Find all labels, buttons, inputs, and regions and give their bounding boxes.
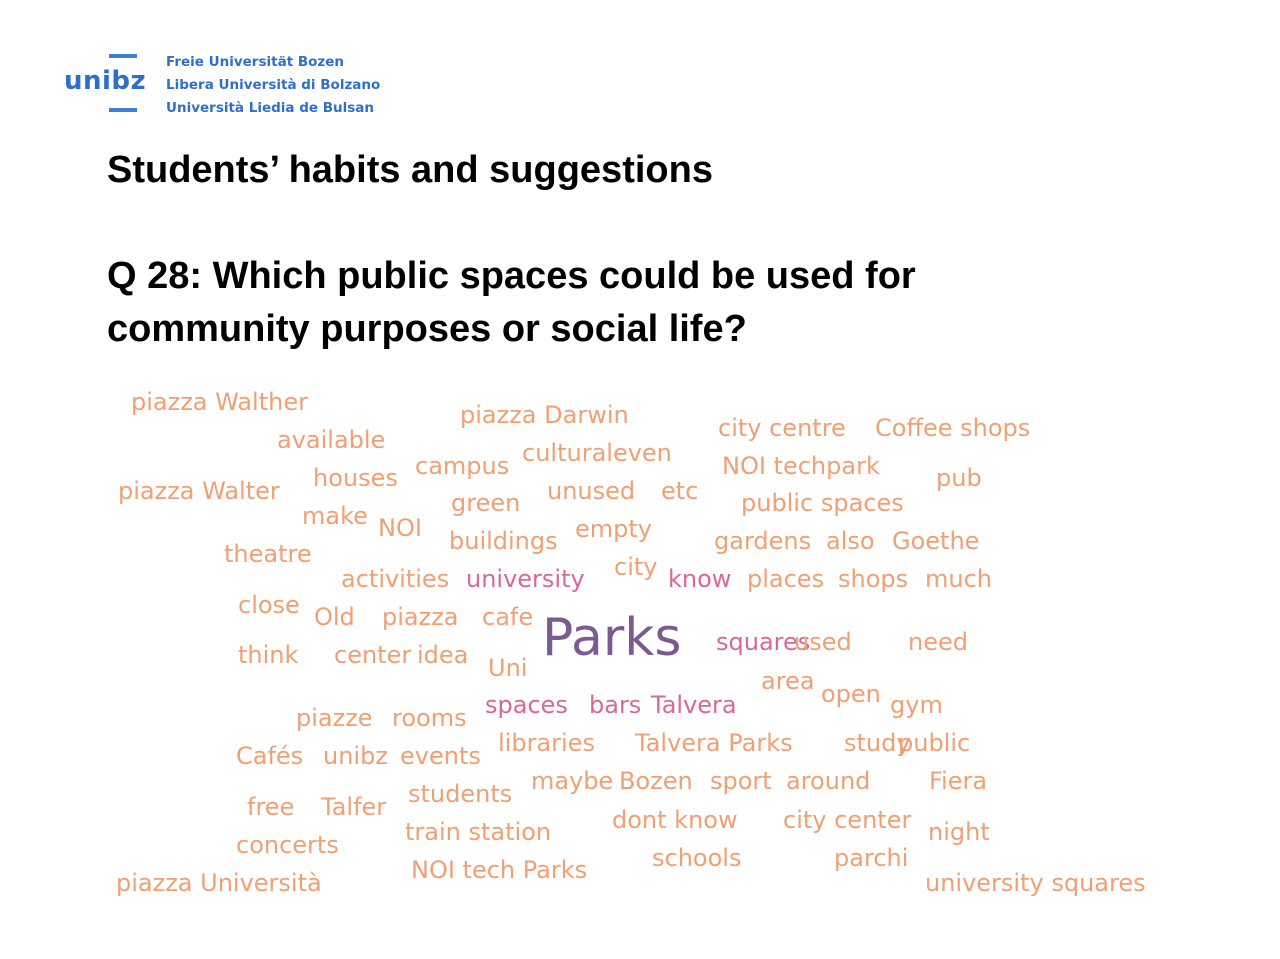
word-cloud-term: NOI tech Parks: [411, 856, 588, 884]
institution-name-german: Freie Universität Bozen: [166, 54, 345, 70]
word-cloud-term: gym: [890, 691, 943, 719]
word-cloud-term: available: [277, 426, 386, 454]
word-cloud-term: buildings: [449, 527, 558, 555]
institution-name-ladin: Università Liedia de Bulsan: [166, 100, 375, 116]
question-line-2: community purposes or social life?: [107, 308, 747, 350]
word-cloud-term: gardens: [714, 527, 812, 555]
word-cloud-term: center: [334, 641, 412, 669]
word-cloud-term: piazza Walter: [118, 477, 280, 505]
word-cloud-term: theatre: [224, 540, 312, 568]
word-cloud-term: dont know: [612, 806, 738, 834]
word-cloud-term: city: [614, 553, 658, 581]
word-cloud-term: Old: [314, 603, 355, 631]
word-cloud-term: spaces: [485, 691, 568, 719]
word-cloud-term: much: [925, 565, 992, 593]
word-cloud-term: squares: [716, 628, 811, 656]
word-cloud-term: cafe: [482, 603, 534, 631]
word-cloud-term: pub: [936, 464, 982, 492]
word-cloud-term: green: [451, 489, 521, 517]
word-cloud-term: rooms: [392, 704, 467, 732]
word-cloud-term: culturaleven: [522, 439, 672, 467]
word-cloud-term: unibz: [323, 742, 388, 770]
word-cloud-term: area: [761, 667, 815, 695]
word-cloud-term: city center: [783, 806, 912, 834]
word-cloud-term: think: [238, 641, 299, 669]
word-cloud-term: also: [826, 527, 875, 555]
word-cloud-term: free: [247, 793, 295, 821]
word-cloud-term: bars: [589, 691, 642, 719]
word-cloud-term: piazza Walther: [131, 388, 308, 416]
word-cloud-term: houses: [313, 464, 398, 492]
word-cloud-term: Coffee shops: [875, 414, 1031, 442]
word-cloud-term: parchi: [834, 844, 909, 872]
word-cloud-term: campus: [415, 452, 510, 480]
word-cloud-term: night: [928, 818, 990, 846]
word-cloud-term: events: [400, 742, 481, 770]
word-cloud-term: Fiera: [929, 767, 988, 795]
word-cloud-term: open: [821, 680, 881, 708]
word-cloud-term: public spaces: [741, 489, 904, 517]
word-cloud-term: Talfer: [321, 793, 387, 821]
question-line-1: Q 28: Which public spaces could be used for: [107, 255, 916, 297]
word-cloud-term: make: [302, 502, 368, 530]
word-cloud-term: activities: [341, 565, 450, 593]
word-cloud-term: around: [786, 767, 871, 795]
word-cloud-term: libraries: [498, 729, 595, 757]
word-cloud-term: need: [908, 628, 968, 656]
word-cloud-term: Talvera: [651, 691, 737, 719]
word-cloud-term: NOI techpark: [722, 452, 880, 480]
word-cloud-term: Cafés: [236, 742, 304, 770]
word-cloud-term: maybe: [531, 767, 614, 795]
word-cloud-term: students: [408, 780, 513, 808]
word-cloud-term: idea: [417, 641, 469, 669]
word-cloud-term: university: [466, 565, 585, 593]
word-cloud-term: shops: [838, 565, 909, 593]
word-cloud-term: train station: [405, 818, 552, 846]
word-cloud-term: places: [747, 565, 825, 593]
word-cloud-term: university squares: [925, 869, 1146, 897]
word-cloud-term: concerts: [236, 831, 339, 859]
institution-name-italian: Libera Università di Bolzano: [166, 77, 381, 93]
word-cloud-term: study: [844, 729, 911, 757]
word-cloud-term: Parks: [542, 608, 682, 668]
word-cloud-term: Bozen: [619, 767, 693, 795]
word-cloud-term: piazza: [382, 603, 459, 631]
word-cloud-term: piazze: [296, 704, 373, 732]
word-cloud-term: sport: [710, 767, 772, 795]
word-cloud-term: etc: [661, 477, 699, 505]
word-cloud-term: city centre: [718, 414, 846, 442]
word-cloud-term: Talvera Parks: [635, 729, 793, 757]
word-cloud-term: schools: [652, 844, 742, 872]
slide-title: Students’ habits and suggestions: [107, 149, 713, 191]
word-cloud-term: piazza Darwin: [460, 401, 629, 429]
word-cloud-term: know: [668, 565, 732, 593]
word-cloud-term: used: [794, 628, 852, 656]
word-cloud-term: unused: [547, 477, 636, 505]
word-cloud-term: close: [238, 591, 300, 619]
word-cloud-term: NOI: [378, 514, 422, 542]
word-cloud-term: public: [898, 729, 971, 757]
logo-wordmark: unibz: [64, 66, 147, 96]
word-cloud-term: Goethe: [892, 527, 980, 555]
word-cloud-term: empty: [575, 515, 652, 543]
word-cloud-term: Uni: [488, 654, 528, 682]
word-cloud-term: piazza Università: [116, 869, 322, 897]
